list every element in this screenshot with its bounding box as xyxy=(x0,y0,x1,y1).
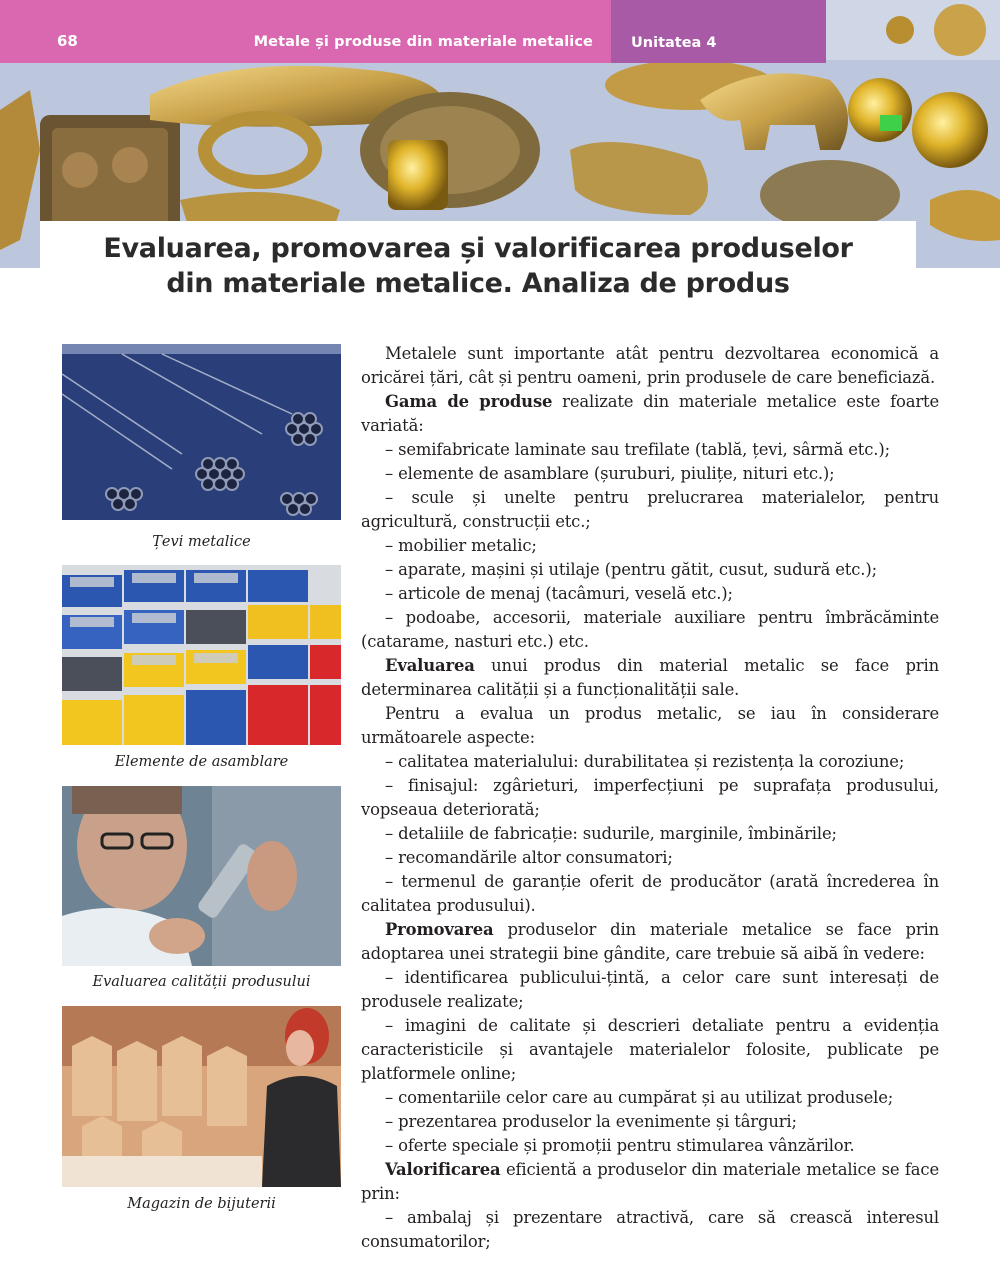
list-item: – mobilier metalic; xyxy=(385,536,537,555)
list-item: – articole de menaj (tacâmuri, veselă etc.); xyxy=(385,584,733,603)
list-item: – termenul de garanție oferit de producător (arată încrederea în calitatea produsului). xyxy=(361,872,939,915)
lesson-title xyxy=(40,231,916,301)
evaluare-paragraph xyxy=(361,654,939,702)
photo-metal-pipes xyxy=(62,344,341,520)
list-item: – podoabe, accesorii, materiale auxiliare pentru îmbrăcăminte (catarame, nasturi etc.) etc. xyxy=(361,608,939,651)
promovare-term: Promovarea xyxy=(385,920,494,939)
list-item: – prezentarea produselor la evenimente și târguri; xyxy=(385,1112,797,1131)
body-text xyxy=(361,342,939,1254)
unit-label: Unitatea 4 xyxy=(631,35,717,51)
photo-fasteners xyxy=(62,565,341,745)
gama-text: realizate din materiale metalice este foarte variată: xyxy=(361,392,939,435)
list-item: – detaliile de fabricație: sudurile, marginile, îmbinările; xyxy=(385,824,837,843)
gama-paragraph xyxy=(361,390,939,438)
valorificare-paragraph xyxy=(361,1158,939,1206)
evaluare-text: unui produs din material metalic se face prin determinarea calității și a funcționalității sale. xyxy=(361,656,939,699)
caption-jewelry-store: Magazin de bijuterii xyxy=(127,1196,276,1212)
photo-jewelry-store xyxy=(62,1006,341,1187)
lesson-title-line-2: din materiale metalice. Analiza de produs xyxy=(166,268,790,299)
lesson-title-line-1: Evaluarea, promovarea și valorificarea produselor xyxy=(103,233,853,264)
evaluare-term: Evaluarea xyxy=(385,656,475,675)
header-bar xyxy=(0,0,611,63)
gama-term: Gama de produse xyxy=(385,392,553,411)
photo-quality-check xyxy=(62,786,341,966)
caption-metal-pipes: Țevi metalice xyxy=(152,534,251,550)
valorificare-text: eficientă a produselor din materiale metalice se face prin: xyxy=(361,1160,939,1203)
page-number: 68 xyxy=(57,32,78,50)
unit-bar xyxy=(611,0,826,63)
list-item: – semifabricate laminate sau trefilate (tablă, țevi, sârmă etc.); xyxy=(385,440,890,459)
list-item: – comentariile celor care au cumpărat și au utilizat produsele; xyxy=(385,1088,894,1107)
list-item: – ambalaj și prezentare atractivă, care să crească interesul consumatorilor; xyxy=(361,1208,939,1251)
list-item: – elemente de asamblare (șuruburi, piulițe, nituri etc.); xyxy=(385,464,835,483)
list-item: – scule și unelte pentru prelucrarea materialelor, pentru agricultură, construcții etc.; xyxy=(361,488,939,531)
caption-quality-check: Evaluarea calității produsului xyxy=(92,974,311,990)
list-item: – recomandările altor consumatori; xyxy=(385,848,673,867)
promovare-text: produselor din materiale metalice se face prin adoptarea unei strategii bine gândite, care trebuie să aibă în vedere: xyxy=(361,920,939,963)
list-item: – aparate, mașini și utilaje (pentru gătit, cusut, sudură etc.); xyxy=(385,560,877,579)
title-box xyxy=(40,221,916,311)
chapter-title: Metale și produse din materiale metalice xyxy=(253,34,593,50)
promovare-paragraph xyxy=(361,918,939,966)
caption-fasteners: Elemente de asamblare xyxy=(114,754,289,770)
valorificare-term: Valorificarea xyxy=(385,1160,501,1179)
list-item: – oferte speciale și promoții pentru stimularea vânzărilor. xyxy=(385,1136,855,1155)
list-item: – identificarea publicului-țintă, a celor care sunt interesați de produsele realizate; xyxy=(361,968,939,1011)
intro-paragraph: Metalele sunt importante atât pentru dezvoltarea economică a oricărei țări, cât și pentru oameni, prin produsele de care beneficiază. xyxy=(361,344,939,387)
list-item: – calitatea materialului: durabilitatea și rezistența la coroziune; xyxy=(385,752,905,771)
list-item: – imagini de calitate și descrieri detaliate pentru a evidenția caracteristicile și avantajele materialelor folosite, publicate pe platformele online; xyxy=(361,1016,939,1083)
list-item: – finisajul: zgârieturi, imperfecțiuni pe suprafața produsului, vopseaua deteriorată; xyxy=(361,776,939,819)
evaluare-intro: Pentru a evalua un produs metalic, se iau în considerare următoarele aspecte: xyxy=(361,704,939,747)
